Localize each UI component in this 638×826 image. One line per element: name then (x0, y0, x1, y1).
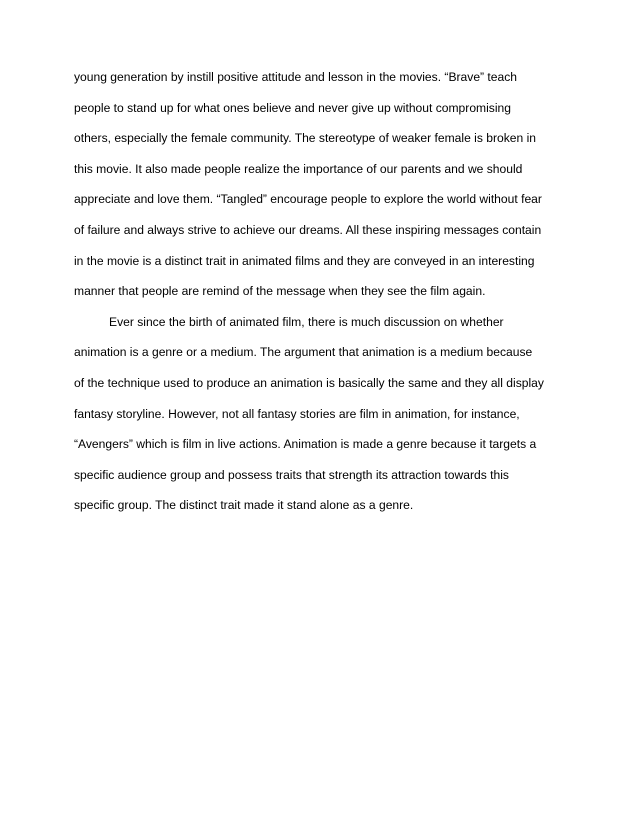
paragraph-2 (74, 307, 574, 521)
paragraph-line: fantasy storyline. However, not all fantasy stories are film in animation, for instance, (74, 406, 520, 421)
paragraph-line: Ever since the birth of animated film, there is much discussion on whether (109, 314, 504, 329)
paragraph-line: young generation by instill positive attitude and lesson in the movies. “Brave” teach (74, 70, 518, 84)
paragraph-line: specific group. The distinct trait made it stand alone as a genre. (74, 498, 414, 513)
paragraph-line: others, especially the female community. The stereotype of weaker female is broken in (74, 131, 537, 146)
paragraph-line: people to stand up for what ones believe and never give up without compromising (74, 100, 511, 115)
paragraph-line: this movie. It also made people realize the importance of our parents and we should (74, 161, 523, 176)
paragraph-line: of the technique used to produce an animation is basically the same and they all display (74, 375, 544, 390)
paragraph-1 (74, 62, 574, 307)
paragraph-line: specific audience group and possess traits that strength its attraction towards this (74, 467, 509, 482)
paragraph-line: in the movie is a distinct trait in animated films and they are conveyed in an interesting (74, 253, 535, 268)
paragraph-line: of failure and always strive to achieve our dreams. All these inspiring messages contain (74, 222, 542, 237)
paragraph-line: appreciate and love them. “Tangled” encourage people to explore the world without fear (74, 192, 542, 207)
paragraph-line: “Avengers” which is film in live actions. Animation is made a genre because it targets a (74, 437, 537, 452)
document-body (74, 62, 574, 521)
paragraph-line: manner that people are remind of the message when they see the film again. (74, 284, 486, 299)
paragraph-line: animation is a genre or a medium. The argument that animation is a medium because (74, 345, 533, 360)
